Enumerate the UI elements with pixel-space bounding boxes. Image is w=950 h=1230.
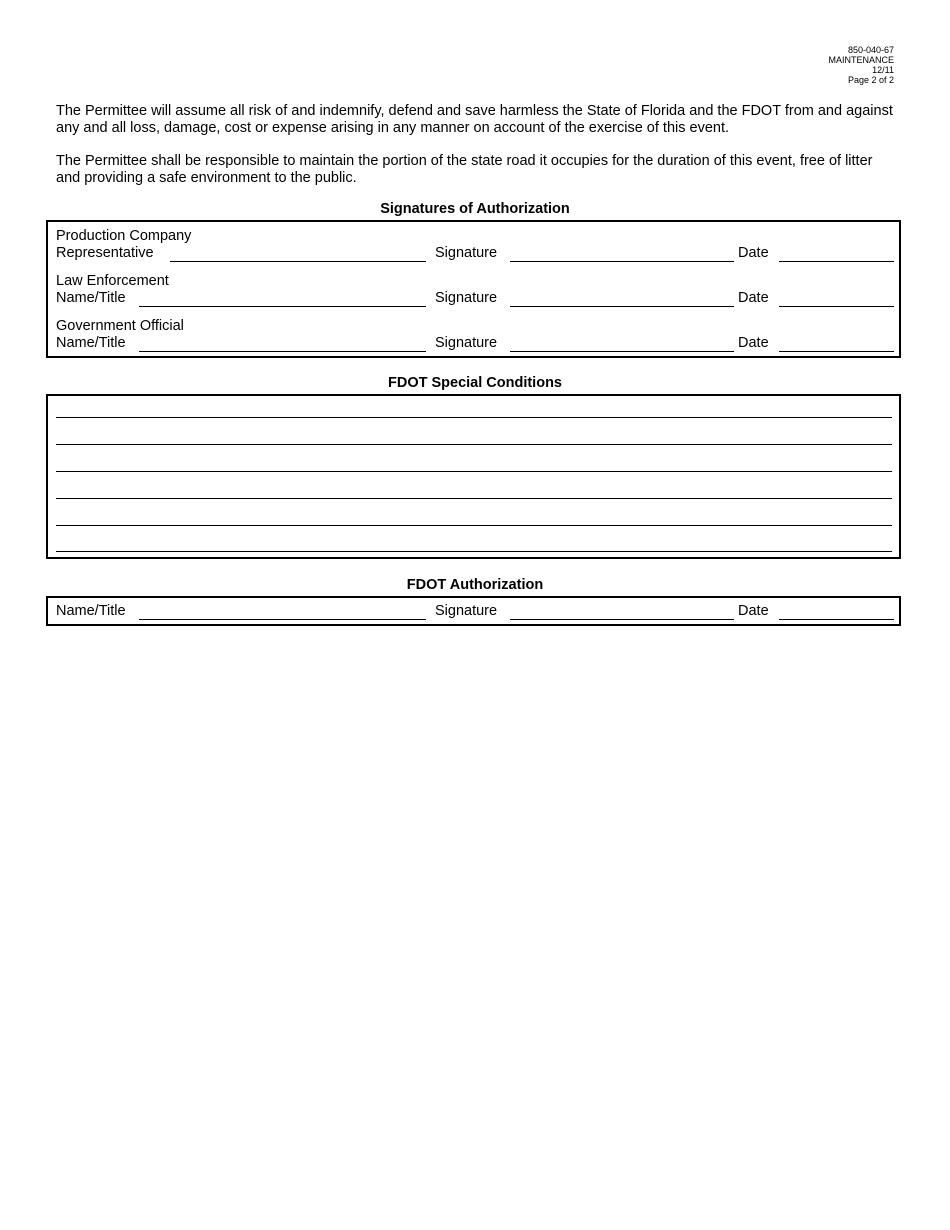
indemnity-paragraph: The Permittee will assume all risk of and indemnify, defend and save harmless the State of Florida and the FDOT from and against any and all loss, damage, cost or expense arising in any manner on account of the exercise of this event. bbox=[56, 103, 893, 136]
representative-date-field[interactable] bbox=[779, 261, 894, 262]
page-number: Page 2 of 2 bbox=[847, 75, 894, 85]
maintenance-paragraph: The Permittee shall be responsible to maintain the portion of the state road it occupies for the duration of this event, free of litter and providing a safe environment to the public. bbox=[56, 153, 873, 186]
signature-label: Signature bbox=[435, 290, 498, 306]
row-label-line2: Name/Title bbox=[56, 335, 126, 351]
department: MAINTENANCE bbox=[828, 55, 894, 65]
signature-row-law-enforcement bbox=[48, 273, 899, 317]
row-label-line2: Representative bbox=[56, 245, 154, 261]
row-label-line1: Law Enforcement bbox=[56, 273, 169, 289]
signature-row-production bbox=[48, 228, 899, 272]
representative-signature-field[interactable] bbox=[510, 261, 734, 262]
form-identifier bbox=[828, 45, 894, 85]
signature-label: Signature bbox=[435, 245, 498, 261]
date-label: Date bbox=[738, 245, 769, 261]
condition-line[interactable] bbox=[56, 417, 892, 418]
name-title-label: Name/Title bbox=[56, 603, 126, 619]
condition-line[interactable] bbox=[56, 551, 892, 552]
row-label-line1: Government Official bbox=[56, 318, 184, 334]
signature-label: Signature bbox=[435, 335, 498, 351]
signatures-title: Signatures of Authorization bbox=[380, 201, 570, 217]
government-official-name-field[interactable] bbox=[139, 351, 426, 352]
fdot-signature-field[interactable] bbox=[510, 619, 734, 620]
signature-row-government-official bbox=[48, 318, 899, 362]
fdot-name-field[interactable] bbox=[139, 619, 426, 620]
date-label: Date bbox=[738, 290, 769, 306]
row-label-line1: Production Company bbox=[56, 228, 192, 244]
condition-line[interactable] bbox=[56, 471, 892, 472]
form-number: 850-040-67 bbox=[847, 45, 894, 55]
representative-name-field[interactable] bbox=[170, 261, 426, 262]
date-label: Date bbox=[738, 335, 769, 351]
fdot-authorization-title: FDOT Authorization bbox=[406, 577, 544, 593]
fdot-authorization-box bbox=[46, 596, 901, 626]
signatures-box bbox=[46, 220, 901, 358]
law-enforcement-signature-field[interactable] bbox=[510, 306, 734, 307]
government-official-signature-field[interactable] bbox=[510, 351, 734, 352]
signature-label: Signature bbox=[435, 603, 498, 619]
revision-date: 12/11 bbox=[872, 65, 894, 75]
law-enforcement-date-field[interactable] bbox=[779, 306, 894, 307]
condition-line[interactable] bbox=[56, 444, 892, 445]
condition-line[interactable] bbox=[56, 498, 892, 499]
row-label-line2: Name/Title bbox=[56, 290, 126, 306]
special-conditions-box bbox=[46, 394, 901, 559]
law-enforcement-name-field[interactable] bbox=[139, 306, 426, 307]
date-label: Date bbox=[738, 603, 769, 619]
condition-line[interactable] bbox=[56, 525, 892, 526]
special-conditions-title: FDOT Special Conditions bbox=[387, 375, 562, 391]
fdot-date-field[interactable] bbox=[779, 619, 894, 620]
government-official-date-field[interactable] bbox=[779, 351, 894, 352]
